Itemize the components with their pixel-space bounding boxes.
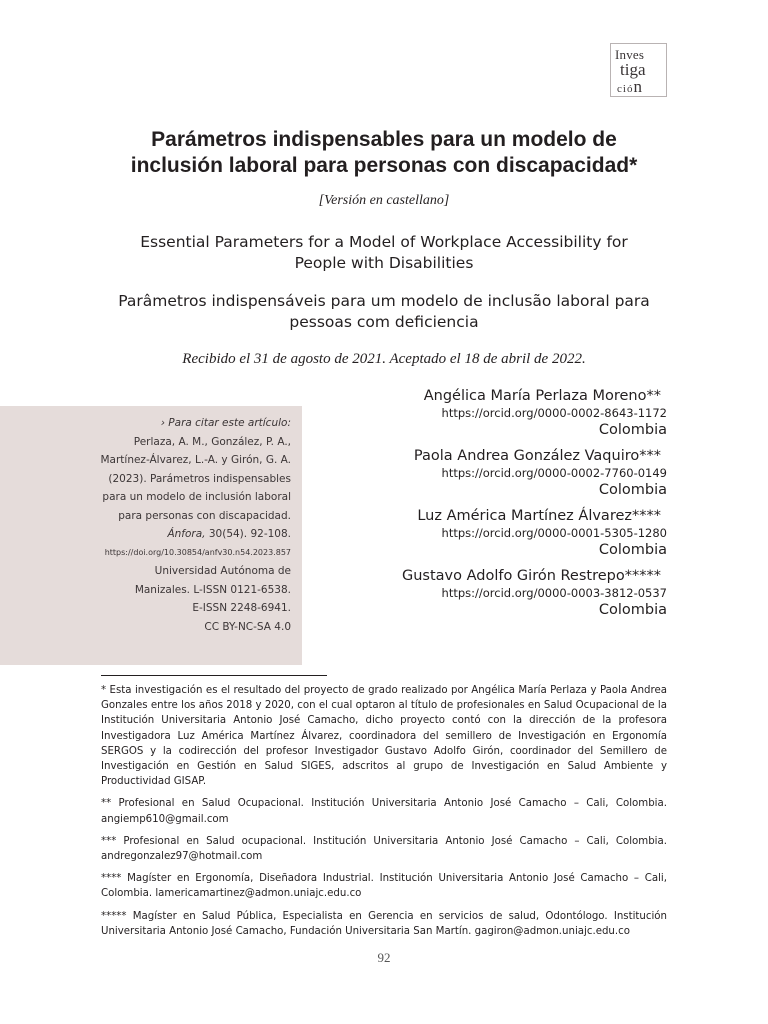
citation-line: Universidad Autónoma de (154, 565, 291, 577)
citation-line: para personas con discapacidad. (118, 509, 291, 522)
citation-line: Perlaza, A. M., González, P. A., (133, 435, 291, 448)
article-title (80, 127, 688, 179)
footnote: ** Profesional en Salud Ocupacional. Institución Universitaria Antonio José Camacho – Cali, Colombia. angiemp610@gmail.com (101, 798, 667, 825)
citation-box (0, 406, 302, 665)
citation-line: Martínez-Álvarez, L.-A. y Girón, G. A. (100, 454, 291, 466)
journal-volume: 30(54). 92-108. (205, 528, 291, 540)
journal-logo (610, 43, 667, 97)
author-country: Colombia (598, 602, 667, 618)
citation-heading: › Para citar este artículo: (160, 417, 291, 429)
citation-journal-line (20, 525, 291, 544)
logo-line-1: Inves (615, 47, 645, 62)
title-line-2: inclusión laboral para personas con discapacidad* (130, 154, 638, 177)
footnote: ***** Magíster en Salud Pública, Especialista en Gerencia en servicios de salud, Odontólogo. Institución Universitaria Antonio José Camacho, Fundación Universitaria San Martín. gagiron@admon.uniajc.edu.co (101, 910, 667, 937)
author-name: Gustavo Adolfo Girón Restrepo***** (401, 568, 661, 584)
author-name: Paola Andrea González Vaquiro*** (413, 448, 661, 464)
author-list (247, 386, 667, 626)
portuguese-title: Parâmetros indispensáveis para um modelo de inclusão laboral para pessoas com deficiencia (118, 292, 650, 331)
page-number: 92 (377, 950, 391, 965)
journal-name: Ánfora, (167, 528, 206, 540)
citation-line: E-ISSN 2248-6941. (192, 602, 291, 614)
author-entry (247, 566, 667, 620)
author-entry (247, 446, 667, 500)
author-name: Luz América Martínez Álvarez**** (417, 508, 661, 524)
footnote-divider (101, 675, 327, 676)
footnotes (101, 683, 667, 946)
author-country: Colombia (598, 482, 667, 498)
footnote: *** Profesional en Salud ocupacional. Institución Universitaria Antonio José Camacho – Cali, Colombia. andregonzalez97@hotmail.com (101, 835, 667, 863)
author-orcid-link[interactable]: https://orcid.org/0000-0001-5305-1280 (441, 526, 667, 540)
doi-link[interactable]: https://doi.org/10.30854/anfv30.n54.2023.857 (104, 547, 291, 557)
version-note: [Versión en castellano] (318, 193, 450, 208)
license-text: CC BY-NC-SA 4.0 (204, 620, 291, 633)
author-orcid-link[interactable]: https://orcid.org/0000-0002-8643-1172 (441, 406, 667, 420)
author-entry (247, 386, 667, 440)
english-title: Essential Parameters for a Model of Workplace Accessibility for People with Disabilities (140, 233, 628, 272)
author-name: Angélica María Perlaza Moreno** (423, 388, 661, 404)
citation-line: (2023). Parámetros indispensables (108, 472, 291, 485)
citation-line: Manizales. L-ISSN 0121-6538. (134, 583, 291, 596)
author-orcid-link[interactable]: https://orcid.org/0000-0002-7760-0149 (441, 466, 667, 480)
citation-line: para un modelo de inclusión laboral (102, 491, 291, 503)
logo-line-3: ción (617, 77, 643, 96)
logo-line-2: tiga (620, 60, 646, 79)
received-accepted-dates: Recibido el 31 de agosto de 2021. Aceptado el 18 de abril de 2022. (182, 351, 586, 367)
author-country: Colombia (598, 542, 667, 558)
footnote: * Esta investigación es el resultado del proyecto de grado realizado por Angélica María Perlaza y Paola Andrea Gonzales entre los años 2018 y 2020, con el cual optaron al título de profesionales en Salud Ocupacional de la Institución Universitaria Antonio José Camacho, dicho proyecto contó con la dirección de la profesora Investigadora Luz América Martínez Álvarez, coordinadora del semillero de Investigación en Ergonomía SERGOS y la codirección del profesor Investigador Gustavo Adolfo Girón, coordinador del Semillero de Investigación en Gestión en Salud SIGES, adscritos al grupo de Investigación en Salud Ambiente y Productividad GISAP. (101, 685, 667, 788)
author-country: Colombia (598, 422, 667, 438)
footnote: **** Magíster en Ergonomía, Diseñadora Industrial. Institución Universitaria Antonio José Camacho – Cali, Colombia. lamericamartinez@admon.uniajc.edu.co (101, 873, 667, 900)
title-line-1: Parámetros indispensables para un modelo de (151, 128, 617, 151)
author-entry (247, 506, 667, 560)
author-orcid-link[interactable]: https://orcid.org/0000-0003-3812-0537 (441, 586, 667, 600)
